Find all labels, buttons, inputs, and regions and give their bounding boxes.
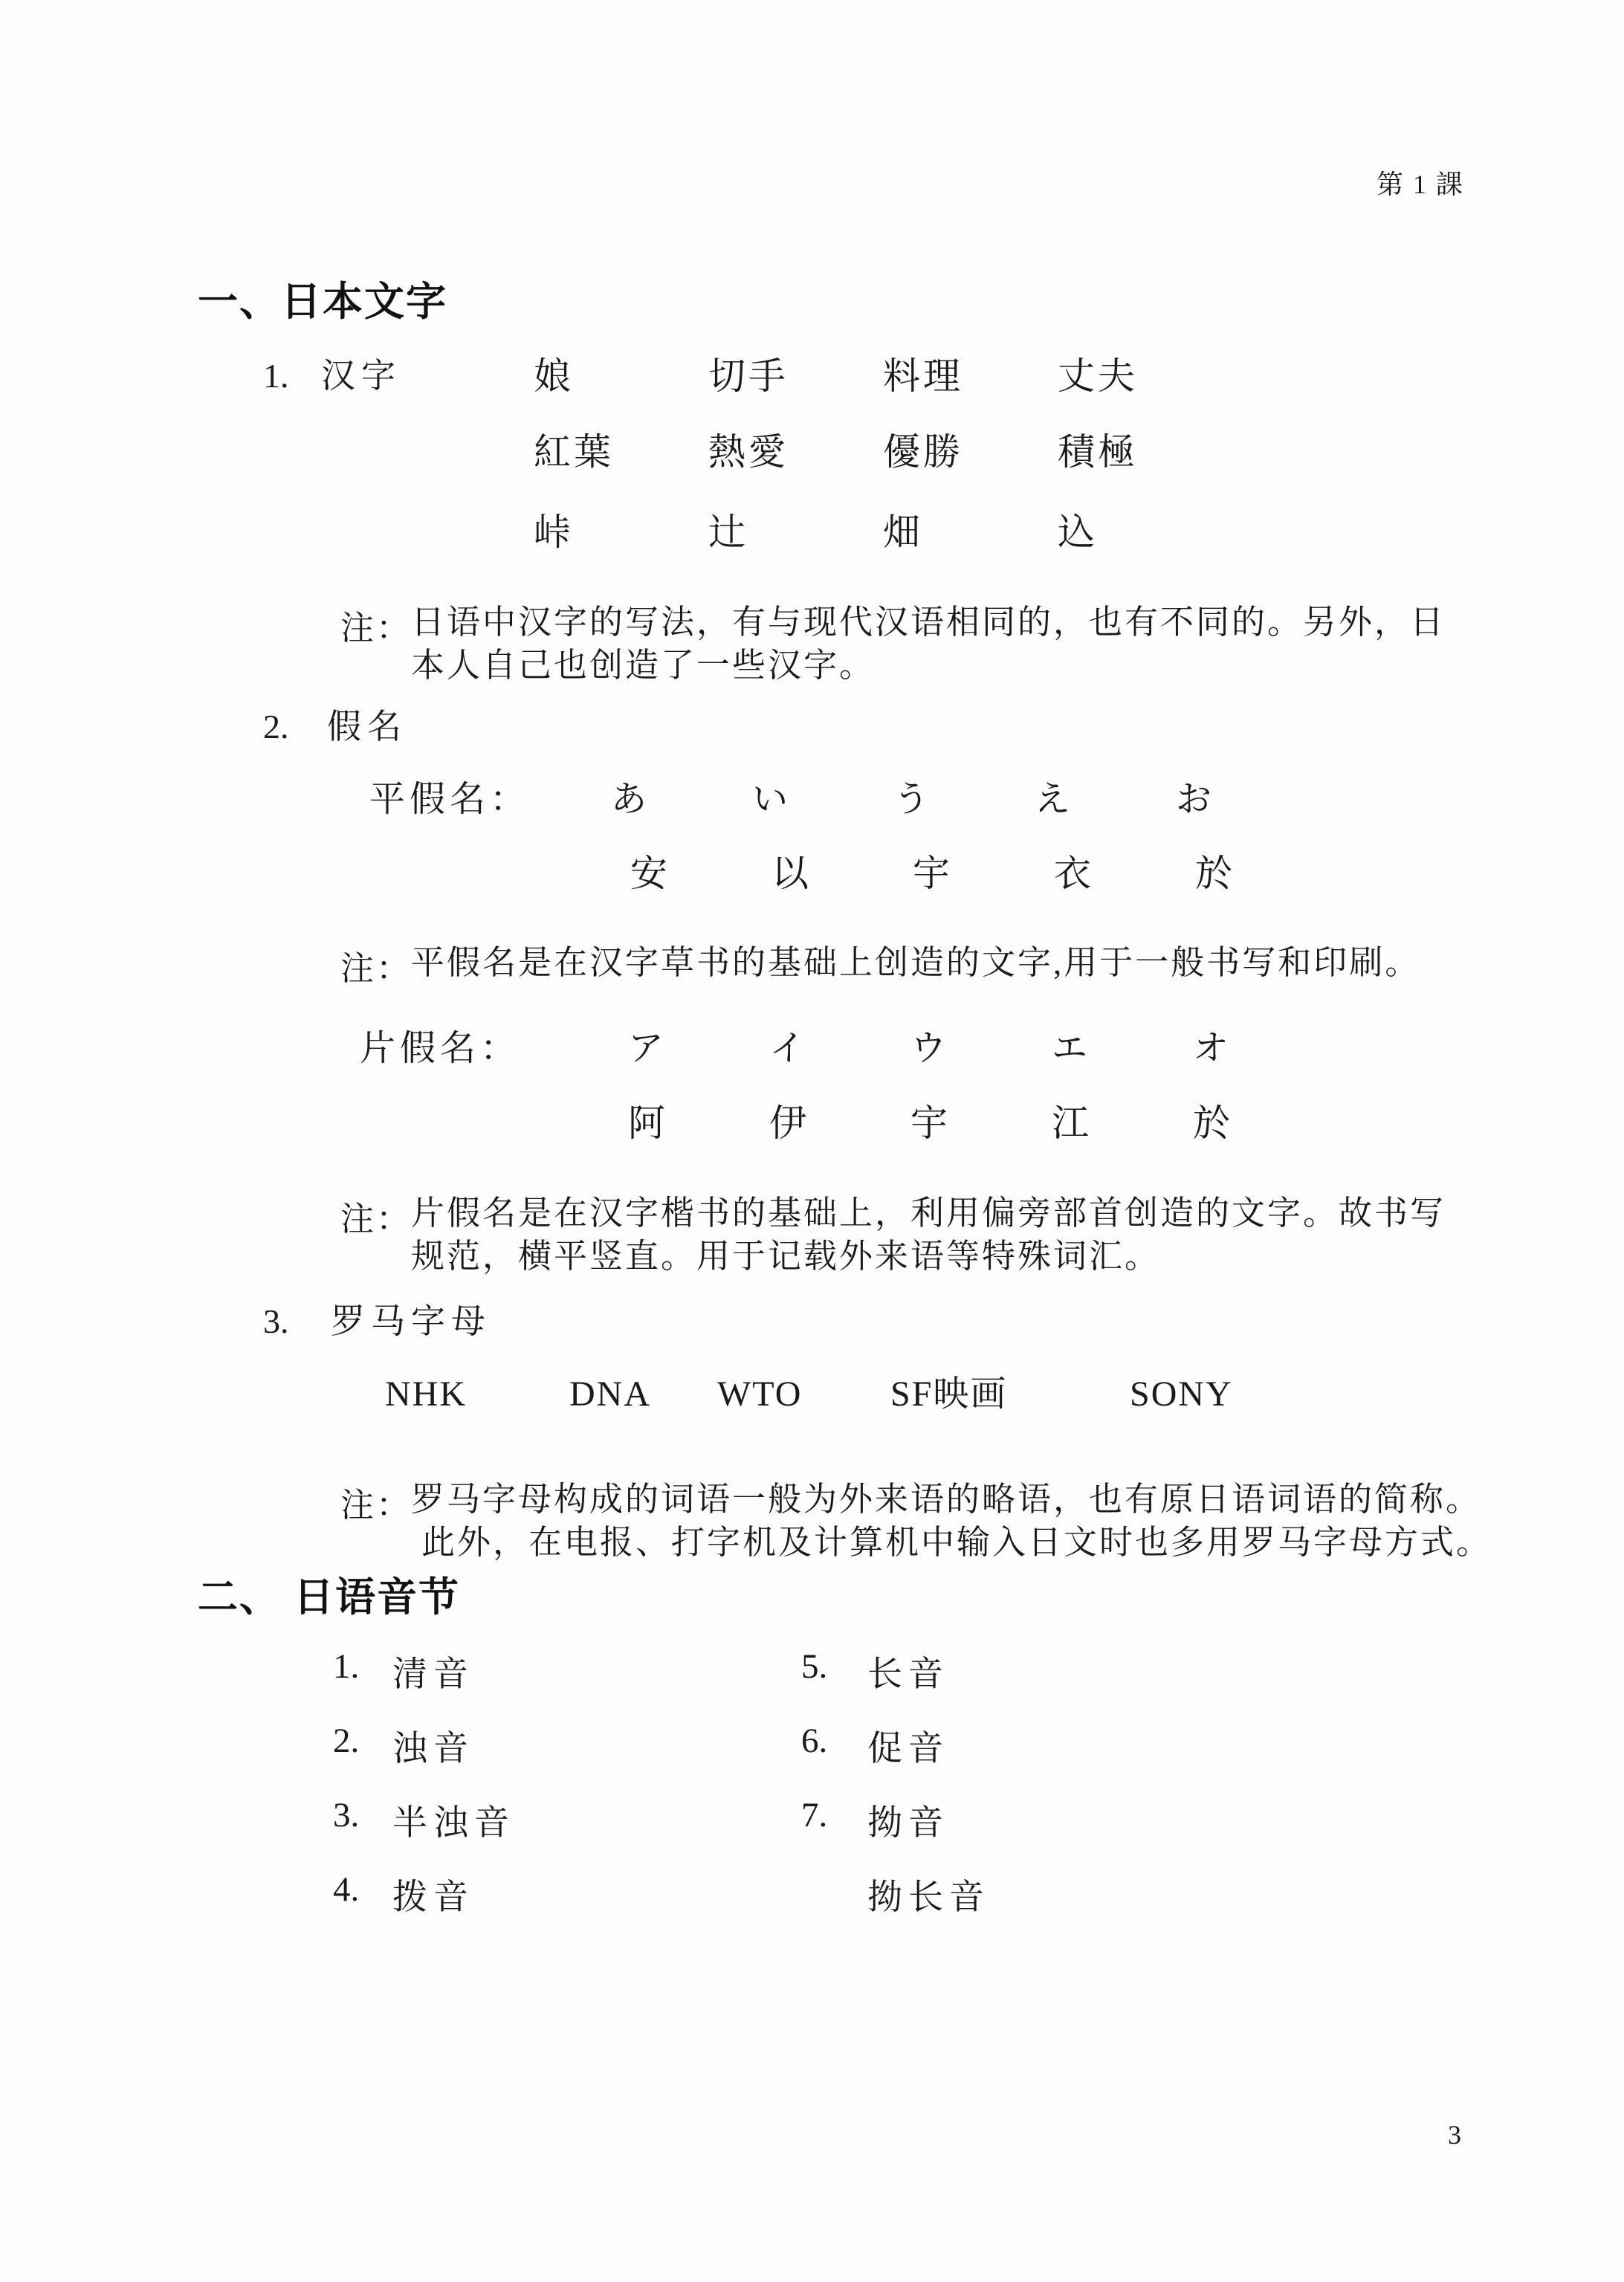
section-heading-syllables: 二、 日语音节: [198, 1575, 461, 1620]
note-body: [411, 1192, 1446, 1278]
kana-item-label: 假名: [327, 708, 407, 746]
note-body: [411, 941, 1420, 989]
note-body: [411, 1478, 1492, 1564]
syllable-row: [801, 1646, 949, 1696]
note-line: 本人自己也创造了一些汉字。: [411, 647, 876, 684]
note-hiragana: [340, 941, 1420, 989]
syllable-row: [333, 1721, 474, 1771]
syllable-label: 促音: [867, 1730, 949, 1768]
note-romaji: [340, 1478, 1492, 1564]
syllable-number: 1.: [333, 1647, 360, 1686]
syllable-number: [801, 1869, 867, 1919]
kanji-example: 辻: [708, 511, 748, 553]
kanji-example: 紅葉: [534, 431, 614, 473]
kanji-example: 熱愛: [708, 431, 789, 473]
origin-kanji-cell: 伊: [769, 1102, 806, 1144]
syllable-row: [333, 1795, 515, 1845]
kana-cell: う: [893, 780, 930, 819]
kanji-example: 峠: [534, 511, 574, 553]
syllable-row: [333, 1646, 474, 1696]
romaji-item-label: 罗马字母: [331, 1302, 491, 1340]
syllable-label: 长音: [867, 1655, 949, 1694]
romaji-example: WTO: [717, 1374, 803, 1414]
note-prefix: 注：: [340, 610, 413, 647]
syllable-label: 浊音: [392, 1730, 474, 1768]
syllable-label: 拗音: [867, 1804, 949, 1843]
lesson-header: 第 1 課: [1376, 169, 1465, 199]
romaji-example-row: [385, 1374, 1233, 1415]
note-line: 日语中汉字的写法，有与现代汉语相同的，也有不同的。另外，日: [411, 604, 1446, 641]
syllable-label: 半浊音: [392, 1804, 515, 1843]
syllable-number: 5.: [801, 1647, 828, 1686]
syllable-row: [801, 1869, 990, 1919]
kanji-example-row: [534, 431, 1232, 474]
kanji-example: 込: [1058, 511, 1098, 553]
katakana-kana-row: [628, 1028, 1334, 1069]
section-heading-writing: 一、日本文字: [198, 279, 447, 324]
kana-cell: あ: [611, 780, 647, 819]
kanji-example-row: [534, 511, 1232, 555]
katakana-label: 片假名：: [360, 1029, 521, 1068]
note-line: 此外，在电报、打字机及计算机中输入日文时也多用罗马字母方式。: [421, 1524, 1492, 1561]
note-line: 平假名是在汉字草书的基础上创造的文字,用于一般书写和印刷。: [411, 944, 1421, 981]
romaji-item-number: 3.: [263, 1302, 289, 1340]
syllable-label: 拨音: [392, 1878, 474, 1917]
syllable-row: [801, 1795, 949, 1845]
kana-cell: い: [752, 780, 789, 819]
syllable-number: 7.: [801, 1796, 828, 1835]
kanji-item-number: 1.: [263, 357, 289, 395]
kana-cell: エ: [1052, 1029, 1088, 1068]
note-kanji: [340, 601, 1446, 687]
hiragana-kana-row: [611, 779, 1317, 820]
romaji-example: SONY: [1130, 1374, 1233, 1414]
note-line: 规范，横平竖直。用于记载外来语等特殊词汇。: [411, 1238, 1161, 1275]
kanji-example-row: [534, 355, 1232, 398]
kanji-example: 畑: [883, 511, 923, 553]
kana-cell: ア: [628, 1029, 664, 1068]
origin-kanji-cell: 於: [1195, 853, 1232, 894]
note-line: 罗马字母构成的词语一般为外来语的略语，也有原日语词语的简称。: [411, 1481, 1482, 1518]
romaji-example: NHK: [385, 1374, 467, 1414]
kana-cell: イ: [769, 1029, 806, 1068]
kana-cell: お: [1176, 780, 1212, 819]
note-line: 片假名是在汉字楷书的基础上，利用偏旁部首创造的文字。故书写: [411, 1195, 1446, 1232]
note-prefix: 注：: [340, 1200, 413, 1238]
kana-cell: オ: [1193, 1029, 1229, 1068]
origin-kanji-cell: 安: [630, 853, 667, 894]
syllable-number: 3.: [333, 1796, 360, 1835]
origin-kanji-cell: 宇: [910, 1102, 948, 1144]
hiragana-label: 平假名：: [369, 780, 531, 819]
origin-kanji-cell: 阿: [628, 1102, 665, 1144]
page-number: 3: [1448, 2120, 1461, 2150]
kanji-example: 娘: [534, 355, 574, 397]
kana-cell: え: [1035, 780, 1071, 819]
note-body: [411, 601, 1446, 687]
hiragana-origin-row: [630, 853, 1336, 896]
syllable-label: 清音: [392, 1655, 474, 1694]
origin-kanji-cell: 宇: [913, 853, 950, 894]
romaji-example: SF映画: [890, 1374, 1008, 1414]
kana-cell: ウ: [910, 1029, 947, 1068]
syllable-row: [801, 1721, 949, 1771]
romaji-example: DNA: [569, 1374, 651, 1414]
syllable-row: [333, 1869, 474, 1919]
kanji-example: 丈夫: [1058, 355, 1138, 397]
kanji-example: 優勝: [883, 431, 963, 473]
origin-kanji-cell: 江: [1052, 1102, 1089, 1144]
origin-kanji-cell: 以: [771, 853, 809, 894]
syllable-number: 2.: [333, 1722, 360, 1760]
note-prefix: 注：: [340, 950, 413, 987]
kanji-item-label: 汉字: [321, 357, 401, 395]
syllable-number: 6.: [801, 1722, 828, 1760]
origin-kanji-cell: 於: [1193, 1102, 1230, 1144]
origin-kanji-cell: 衣: [1054, 853, 1091, 894]
syllable-number: 4.: [333, 1870, 360, 1909]
kanji-example: 切手: [708, 355, 789, 397]
kanji-example: 積極: [1058, 431, 1138, 473]
katakana-origin-row: [628, 1102, 1334, 1145]
kana-item-number: 2.: [263, 708, 289, 746]
note-katakana: [340, 1192, 1446, 1278]
syllable-label: 拗长音: [867, 1878, 990, 1917]
note-prefix: 注：: [340, 1487, 413, 1524]
kanji-example: 料理: [883, 355, 963, 397]
